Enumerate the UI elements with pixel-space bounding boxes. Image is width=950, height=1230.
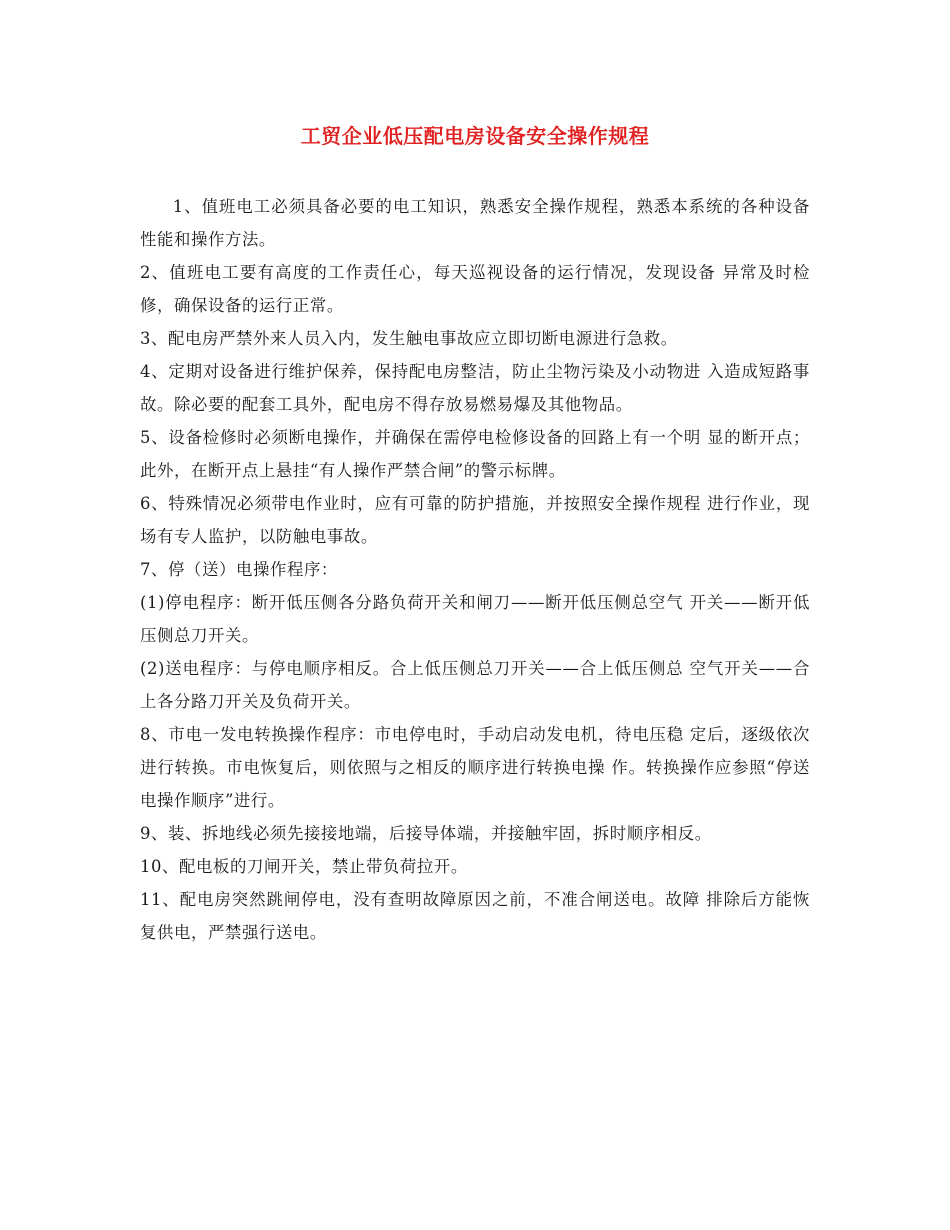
paragraph-7-2: (2)送电程序：与停电顺序相反。合上低压侧总刀开关——合上低压侧总 空气开关——合上各分路刀开关及负荷开关。 (140, 659, 810, 711)
paragraph-3: 3、配电房严禁外来人员入内，发生触电事故应立即切断电源进行急救。 (140, 329, 678, 348)
paragraph-7-1: (1)停电程序：断开低压侧各分路负荷开关和闸刀——断开低压侧总空气 开关——断开低压侧总刀开关。 (140, 593, 810, 645)
paragraph-10: 10、配电板的刀闸开关，禁止带负荷拉开。 (140, 857, 468, 876)
paragraph-2: 2、值班电工要有高度的工作责任心，每天巡视设备的运行情况，发现设备 异常及时检修，确保设备的运行正常。 (140, 263, 810, 315)
paragraph-4: 4、定期对设备进行维护保养，保持配电房整洁，防止尘物污染及小动物进 入造成短路事故。除必要的配套工具外，配电房不得存放易燃易爆及其他物品。 (140, 362, 810, 414)
document-body (140, 190, 810, 949)
paragraph-8: 8、市电一发电转换操作程序：市电停电时，手动启动发电机，待电压稳 定后，逐级依次进行转换。市电恢复后，则依照与之相反的顺序进行转换电操 作。转换操作应参照“停送电操作顺序”进行。 (140, 725, 810, 810)
paragraph-9: 9、装、拆地线必须先接接地端，后接导体端，并接触牢固，拆时顺序相反。 (140, 824, 712, 843)
document-title: 工贸企业低压配电房设备安全操作规程 (300, 124, 650, 148)
paragraph-11: 11、配电房突然跳闸停电，没有查明故障原因之前，不准合闸送电。故障 排除后方能恢复供电，严禁强行送电。 (140, 890, 810, 942)
paragraph-5: 5、设备检修时必须断电操作，并确保在需停电检修设备的回路上有一个明 显的断开点；此外，在断开点上悬挂“有人操作严禁合闸”的警示标牌。 (140, 428, 810, 480)
paragraph-1: 1、值班电工必须具备必要的电工知识，熟悉安全操作规程，熟悉本系统的各种设备性能和操作方法。 (140, 197, 810, 249)
paragraph-6: 6、特殊情况必须带电作业时，应有可靠的防护措施，并按照安全操作规程 进行作业，现场有专人监护，以防触电事故。 (140, 494, 810, 546)
paragraph-7: 7、停（送）电操作程序： (140, 560, 338, 579)
